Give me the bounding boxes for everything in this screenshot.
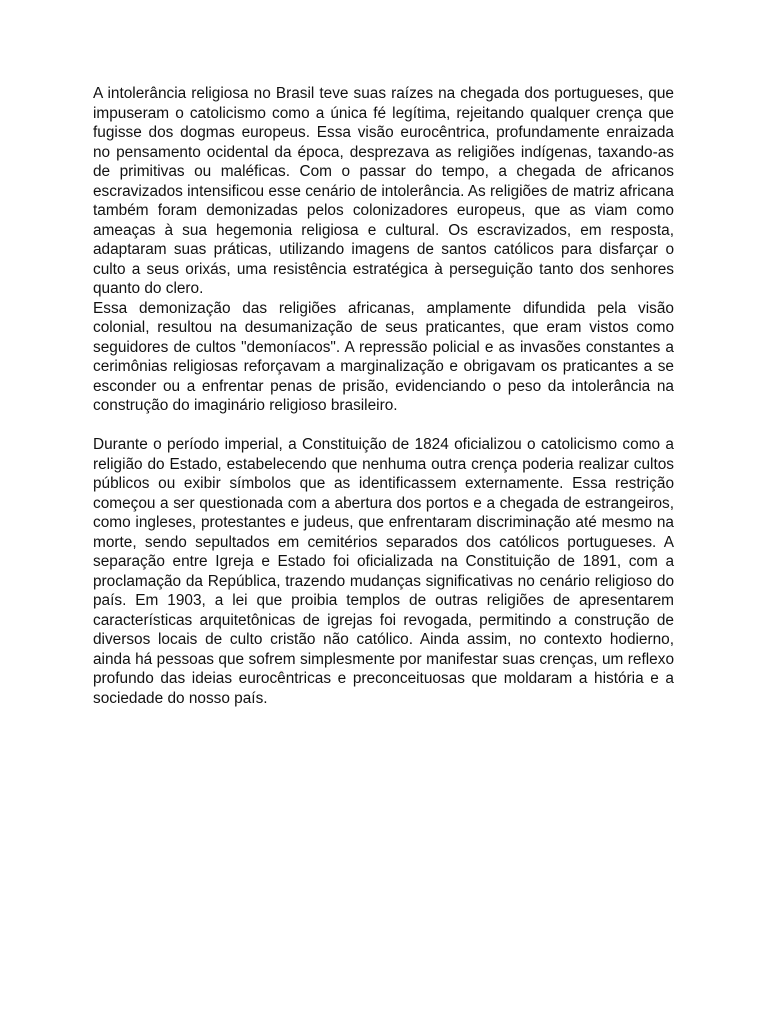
- paragraph-1: A intolerância religiosa no Brasil teve suas raízes na chegada dos portugueses, que impuseram o catolicismo como a única fé legítima, rejeitando qualquer crença que fugisse dos dogmas europeus. Essa visão eurocêntrica, profundamente enraizada no pensamento ocidental da época, desprezava as religiões indígenas, taxando-as de primitivas ou maléficas. Com o passar do tempo, a chegada de africanos escravizados intensificou esse cenário de intolerância. As religiões de matriz africana também foram demonizadas pelos colonizadores europeus, que as viam como ameaças à sua hegemonia religiosa e cultural. Os escravizados, em resposta, adaptaram suas práticas, utilizando imagens de santos católicos para disfarçar o culto a seus orixás, uma resistência estratégica à perseguição tanto dos senhores quanto do clero.: [93, 85, 674, 297]
- paragraph-2: Essa demonização das religiões africanas, amplamente difundida pela visão colonial, resultou na desumanização de seus praticantes, que eram vistos como seguidores de cultos "demoníacos". A repressão policial e as invasões constantes a cerimônias religiosas reforçavam a marginalização e obrigavam os praticantes a se esconder ou a enfrentar penas de prisão, evidenciando o peso da intolerância na construção do imaginário religioso brasileiro.: [93, 299, 674, 414]
- document-body: [93, 84, 674, 708]
- paragraph-spacer: [93, 416, 674, 436]
- paragraph-3: Durante o período imperial, a Constituição de 1824 oficializou o catolicismo como a religião do Estado, estabelecendo que nenhuma outra crença poderia realizar cultos públicos ou exibir símbolos que as identificassem externamente. Essa restrição começou a ser questionada com a abertura dos portos e a chegada de estrangeiros, como ingleses, protestantes e judeus, que enfrentaram discriminação até mesmo na morte, sendo sepultados em cemitérios separados dos católicos portugueses. A separação entre Igreja e Estado foi oficializada na Constituição de 1891, com a proclamação da República, trazendo mudanças significativas no cenário religioso do país. Em 1903, a lei que proibia templos de outras religiões de apresentarem características arquitetônicas de igrejas foi revogada, permitindo a construção de diversos locais de culto cristão não católico. Ainda assim, no contexto hodierno, ainda há pessoas que sofrem simplesmente por manifestar suas crenças, um reflexo profundo das ideias eurocêntricas e preconceituosas que moldaram a história e a sociedade do nosso país.: [93, 436, 674, 707]
